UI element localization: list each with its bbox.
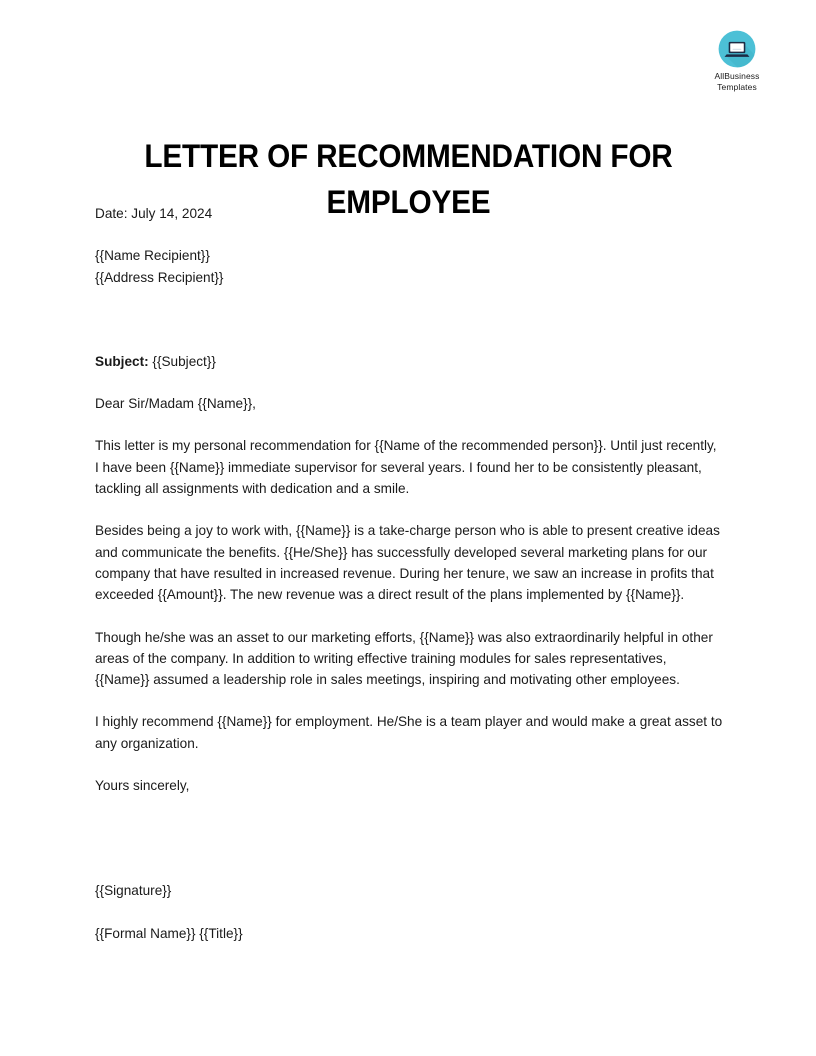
recipient-name: {{Name Recipient}} <box>95 248 210 264</box>
spacer <box>95 414 724 435</box>
spacer <box>95 754 724 775</box>
subject-value: {{Subject}} <box>152 353 216 369</box>
page-title: LETTER OF RECOMMENDATION FOR EMPLOYEE <box>144 138 673 221</box>
brand-name-line-1: AllBusiness <box>714 71 760 81</box>
body-paragraph-3: Though he/she was an asset to our marketing efforts, {{Name}} was also extraordinarily helpful in other areas of the company. In addition to writing effective training modules for sales representatives, {{Name}} assumed a leadership role in sales meetings, inspiring and motivating other employees. <box>95 629 713 688</box>
body-paragraph-4: I highly recommend {{Name}} for employment. He/She is a team player and would make a great asset to any organization. <box>95 714 723 751</box>
closing-line: Yours sincerely, <box>95 778 190 794</box>
spacer <box>95 796 724 859</box>
spacer <box>95 859 724 880</box>
subject-line <box>95 351 724 372</box>
body-paragraph-1: This letter is my personal recommendation for {{Name of the recommended person}}. Until just recently, I have been {{Name}} immediate supervisor for several years. I found her to be consistently pleasant, tackling all assignments with dedication and a smile. <box>95 438 717 497</box>
laptop-icon <box>718 30 756 68</box>
brand-logo <box>682 30 792 92</box>
spacer <box>95 499 724 520</box>
spacer <box>95 690 724 711</box>
brand-name <box>682 71 792 92</box>
recipient-address: {{Address Recipient}} <box>95 269 224 285</box>
body-paragraph-2: Besides being a joy to work with, {{Name}} is a take-charge person who is able to present creative ideas and communicate the benefits. {{He/She}} has successfully developed several marketing plans for our company that have resulted in increased revenue. During her tenure, we saw an increase in profits that exceeded {{Amount}}. The new revenue was a direct result of the plans implemented by {{Name}}. <box>95 523 720 603</box>
spacer <box>95 288 724 351</box>
letter-body <box>95 203 724 944</box>
formal-name-line: {{Formal Name}} {{Title}} <box>95 925 243 941</box>
spacer <box>95 902 724 923</box>
salutation: Dear Sir/Madam {{Name}}, <box>95 396 256 412</box>
spacer <box>95 224 724 245</box>
signature-placeholder: {{Signature}} <box>95 883 172 899</box>
spacer <box>95 606 724 627</box>
date-line: Date: July 14, 2024 <box>95 206 213 221</box>
subject-label: Subject: <box>95 353 149 369</box>
spacer <box>95 372 724 393</box>
brand-name-line-2: Templates <box>717 81 757 92</box>
